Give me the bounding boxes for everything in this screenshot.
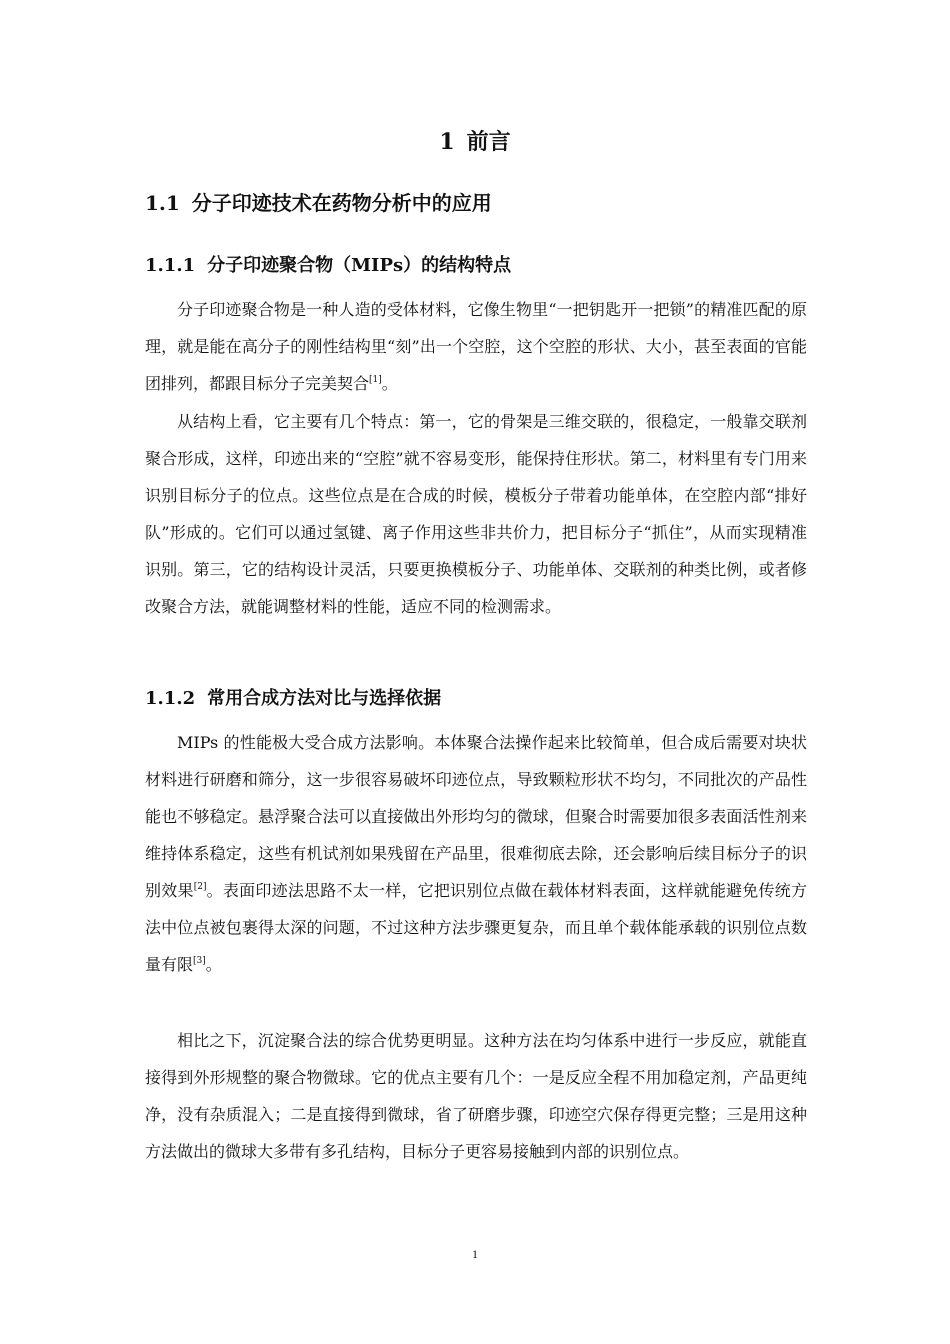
subsection-number: 1.1.2 [145,688,196,709]
section-number: 1.1 [145,191,180,215]
body-paragraph-1 [145,291,807,402]
subsection-heading-1 [145,251,511,281]
paragraph-text: 从结构上看，它主要有几个特点：第一，它的骨架是三维交联的，很稳定，一般靠交联剂聚合形成，这样，印迹出来的“空腔”就不容易变形，能保持住形状。第二，材料里有专门用来识别目标分子的位点。这些位点是在合成的时候，模板分子带着功能单体，在空腔内部“排好队”形成的。它们可以通过氢键、离子作用这些非共价力，把目标分子“抓住”，从而实现精准识别。第三，它的结构设计灵活，只要更换模板分子、功能单体、交联剂的种类比例，或者修改聚合方法，就能调整材料的性能，适应不同的检测需求。 [145,412,807,616]
section-heading [145,187,492,219]
citation-ref: [3] [193,956,206,966]
page-number: 1 [472,1247,478,1261]
subsection-heading-2 [145,684,441,714]
chapter-number: 1 [439,129,455,155]
subsection-number: 1.1.1 [145,255,196,276]
paragraph-text: 分子印迹聚合物是一种人造的受体材料，它像生物里“一把钥匙开一把锁”的精准匹配的原理，就是能在高分子的刚性结构里“刻”出一个空腔，这个空腔的形状、大小，甚至表面的官能团排列，都跟目标分子完美契合 [145,300,807,393]
body-paragraph-2 [145,403,807,625]
body-paragraph-4 [145,1022,807,1170]
section-title-text: 分子印迹技术在药物分析中的应用 [191,191,492,215]
paragraph-end: 。 [205,955,222,974]
citation-ref: [2] [193,882,207,892]
paragraph-text: 相比之下，沉淀聚合法的综合优势更明显。这种方法在均匀体系中进行一步反应，就能直接得到外形规整的聚合物微球。它的优点主要有几个：一是反应全程不用加稳定剂，产品更纯净，没有杂质混入；二是直接得到微球，省了研磨步骤，印迹空穴保存得更完整；三是用这种方法做出的微球大多带有多孔结构，目标分子更容易接触到内部的识别位点。 [145,1031,807,1161]
body-paragraph-3 [145,724,807,983]
paragraph-text: 。表面印迹法思路不太一样，它把识别位点做在载体材料表面，这样就能避免传统方法中位点被包裹得太深的问题，不过这种方法步骤更复杂，而且单个载体能承载的识别位点数量有限 [145,881,807,974]
chapter-title [0,124,950,160]
paragraph-end: 。 [381,374,398,393]
chapter-title-text: 前言 [466,129,511,155]
citation-ref: [1] [369,375,382,385]
subsection-title-text: 分子印迹聚合物（MIPs）的结构特点 [207,255,512,276]
paragraph-text: MIPs 的性能极大受合成方法影响。本体聚合法操作起来比较简单，但合成后需要对块状材料进行研磨和筛分，这一步很容易破坏印迹位点，导致颗粒形状不均匀，不同批次的产品性能也不够稳定。悬浮聚合法可以直接做出外形均匀的微球，但聚合时需要加很多表面活性剂来维持体系稳定，这些有机试剂如果残留在产品里，很难彻底去除，还会影响后续目标分子的识别效果 [145,733,807,900]
subsection-title-text: 常用合成方法对比与选择依据 [207,688,442,709]
